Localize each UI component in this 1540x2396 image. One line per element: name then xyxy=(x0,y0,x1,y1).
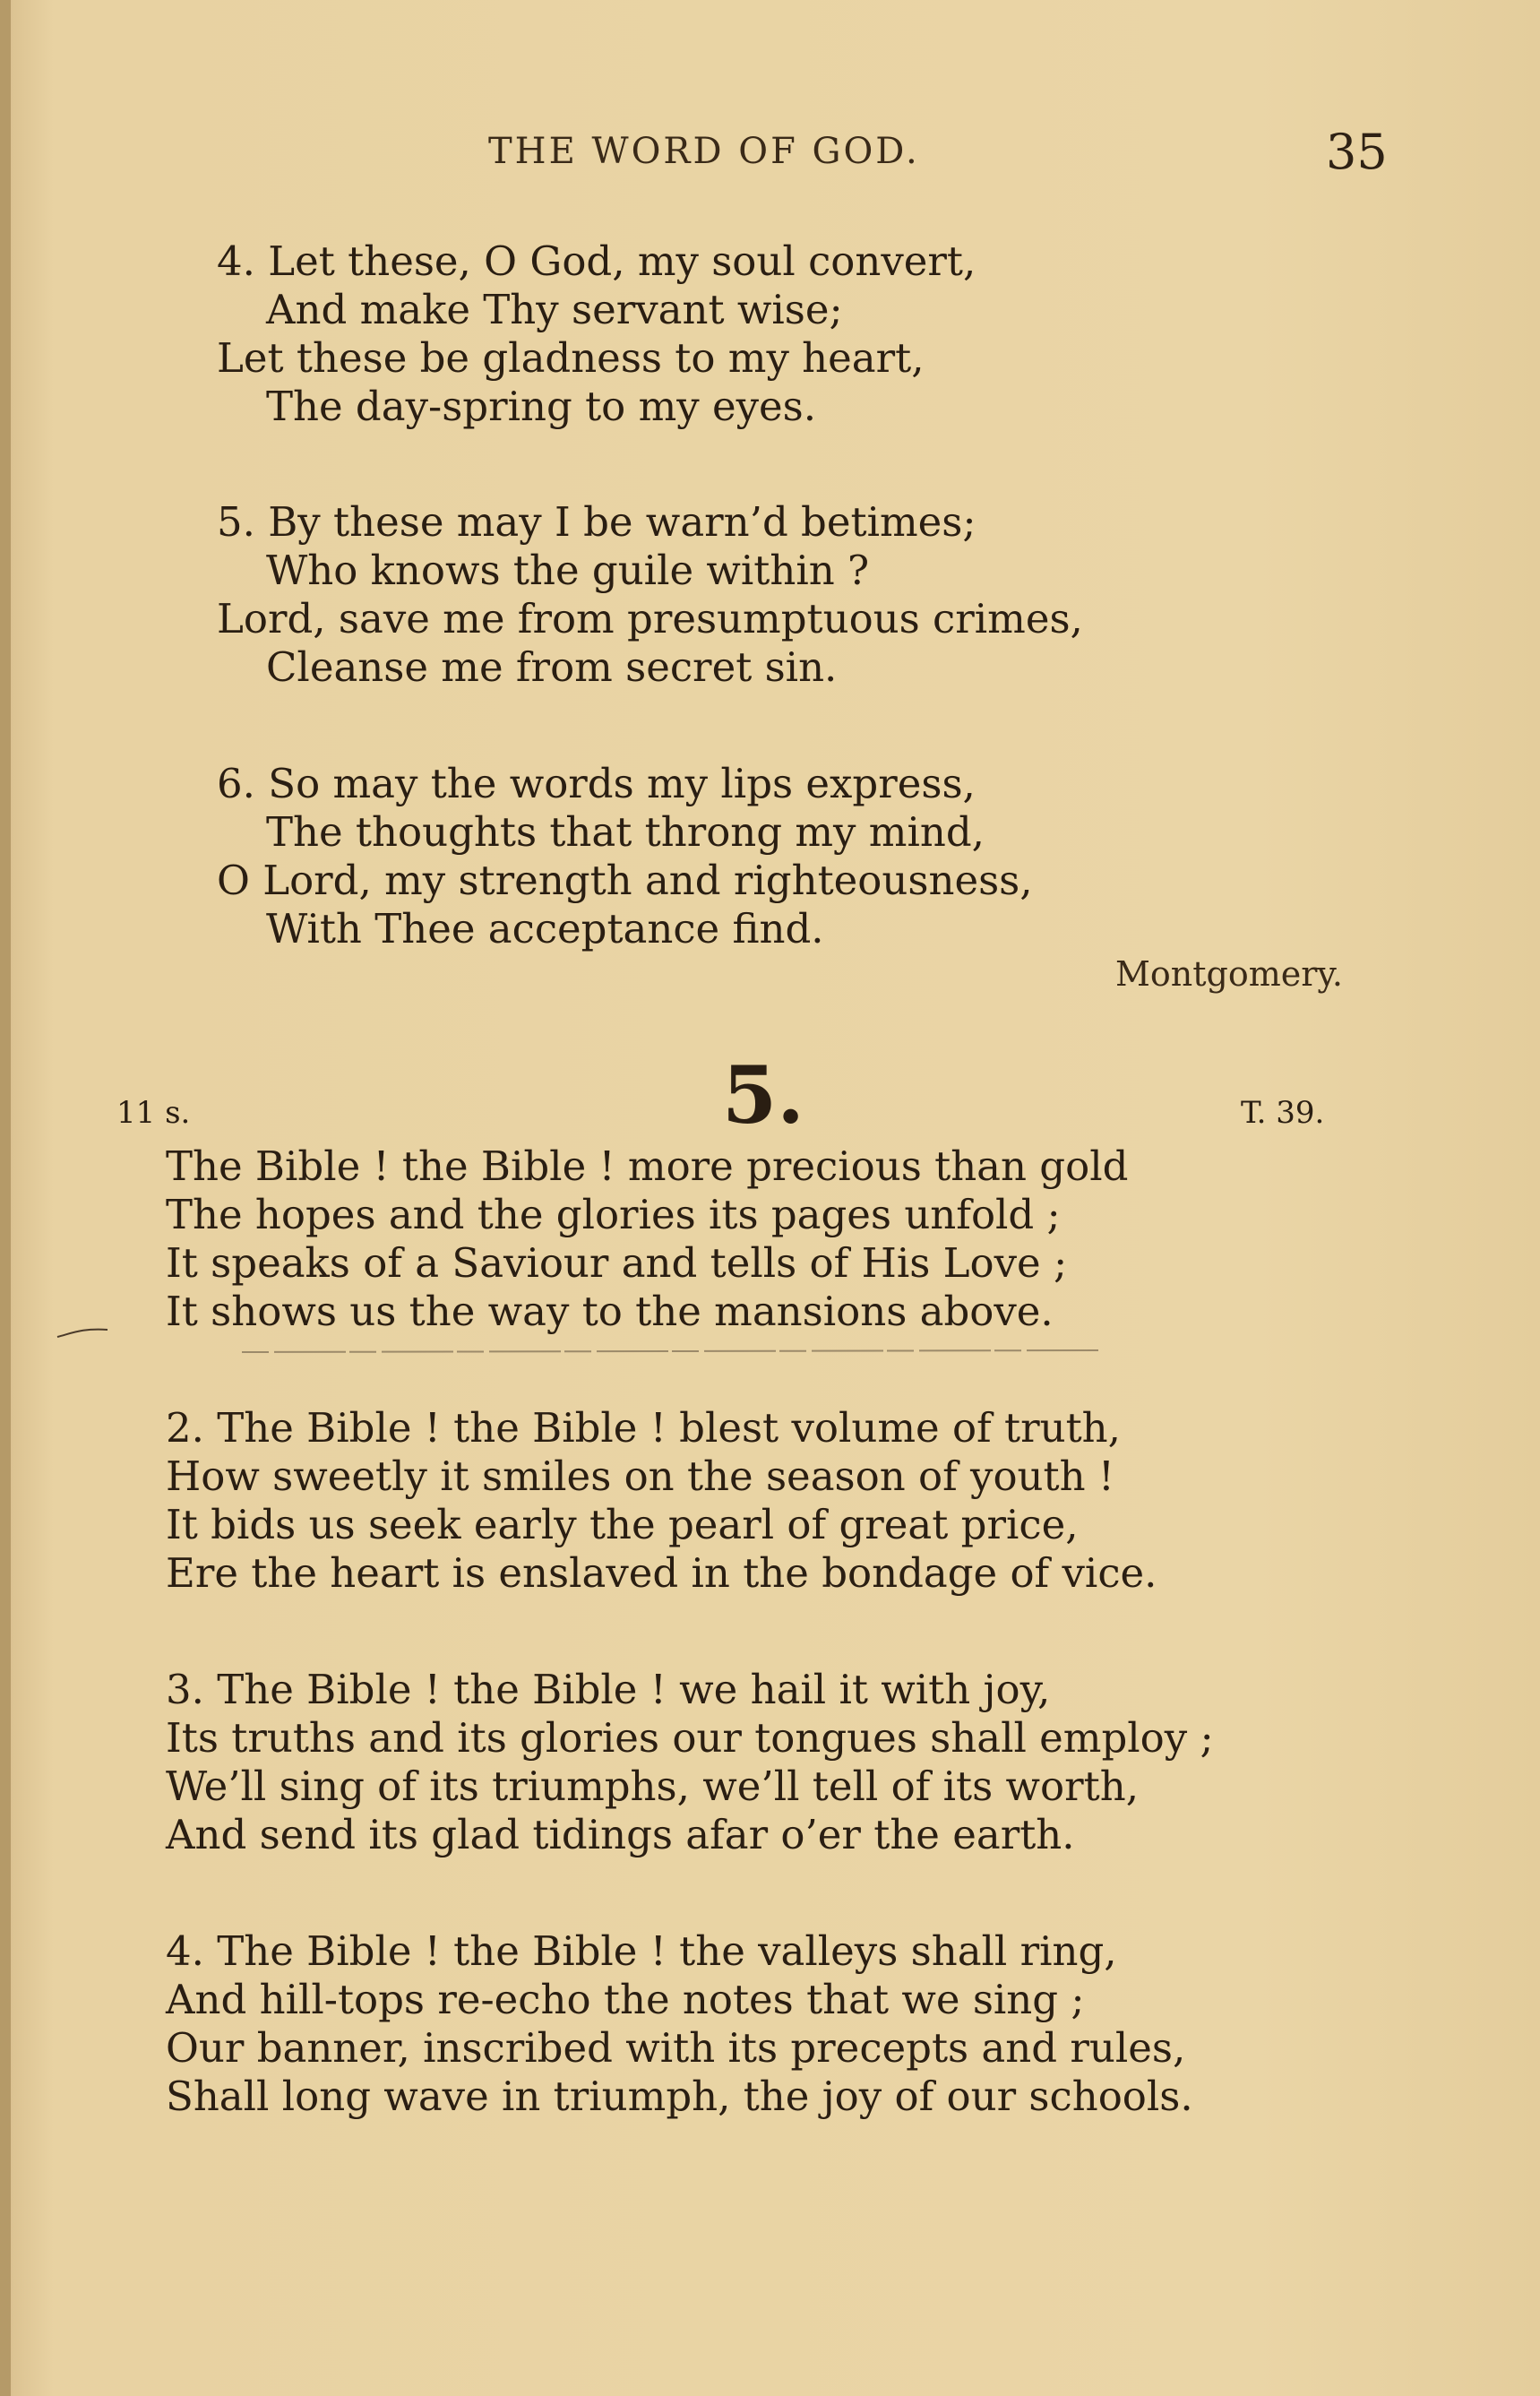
verse-line: Our banner, inscribed with its precepts and rules, xyxy=(166,2024,1186,2072)
author-attribution: Montgomery. xyxy=(1115,954,1343,994)
verse-line: Let these be gladness to my heart, xyxy=(217,334,925,382)
page-binding-edge xyxy=(0,0,11,2396)
verse-line: We’ll sing of its triumphs, we’ll tell of its worth, xyxy=(166,1763,1139,1810)
running-title: THE WORD OF GOD. xyxy=(488,131,920,172)
verse-line: Who knows the guile within ? xyxy=(266,547,870,594)
verse-line: The hopes and the glories its pages unfold ; xyxy=(166,1191,1061,1238)
verse-line: With Thee acceptance find. xyxy=(266,905,824,952)
verse-line: It shows us the way to the mansions above. xyxy=(166,1288,1054,1335)
running-header xyxy=(0,124,1540,185)
verse-line: Cleanse me from secret sin. xyxy=(266,643,838,691)
page-number: 35 xyxy=(1326,124,1388,180)
verse-line: 6. So may the words my lips express, xyxy=(217,760,976,807)
pencil-mark-icon xyxy=(56,1324,109,1339)
hymn-number: 5. xyxy=(722,1048,804,1142)
verse-line: Its truths and its glories our tongues shall employ ; xyxy=(166,1714,1214,1762)
verse-line: The day-spring to my eyes. xyxy=(266,383,817,430)
verse-line: And hill-tops re-echo the notes that we sing ; xyxy=(166,1976,1085,2023)
verse-line: 4. Let these, O God, my soul convert, xyxy=(217,237,976,285)
verse-line: 2. The Bible ! the Bible ! blest volume of truth, xyxy=(166,1404,1121,1452)
verse-line: O Lord, my strength and righteousness, xyxy=(217,857,1033,904)
hymn-meter: 11 s. xyxy=(116,1095,191,1131)
verse-line: 5. By these may I be warn’d betimes; xyxy=(217,498,976,546)
verse-line: Shall long wave in triumph, the joy of our schools. xyxy=(166,2073,1193,2120)
hymn-tune-reference: T. 39. xyxy=(1241,1095,1325,1131)
verse-line: Ere the heart is enslaved in the bondage of vice. xyxy=(166,1549,1157,1597)
verse-line: It bids us seek early the pearl of great price, xyxy=(166,1501,1079,1548)
verse-line: The Bible ! the Bible ! more precious than gold xyxy=(166,1142,1129,1190)
verse-line: How sweetly it smiles on the season of youth ! xyxy=(166,1452,1114,1500)
verse-line: And make Thy servant wise; xyxy=(266,286,843,333)
verse-line: It speaks of a Saviour and tells of His Love ; xyxy=(166,1239,1068,1287)
verse-line: And send its glad tidings afar o’er the earth. xyxy=(166,1811,1075,1858)
verse-line: 4. The Bible ! the Bible ! the valleys shall ring, xyxy=(166,1927,1117,1975)
underline-mark xyxy=(242,1349,1102,1354)
hymn-header xyxy=(0,1048,1540,1147)
verse-line: The thoughts that throng my mind, xyxy=(266,808,985,856)
verse-line: 3. The Bible ! the Bible ! we hail it with joy, xyxy=(166,1666,1051,1713)
verse-line: Lord, save me from presumptuous crimes, xyxy=(217,595,1083,642)
